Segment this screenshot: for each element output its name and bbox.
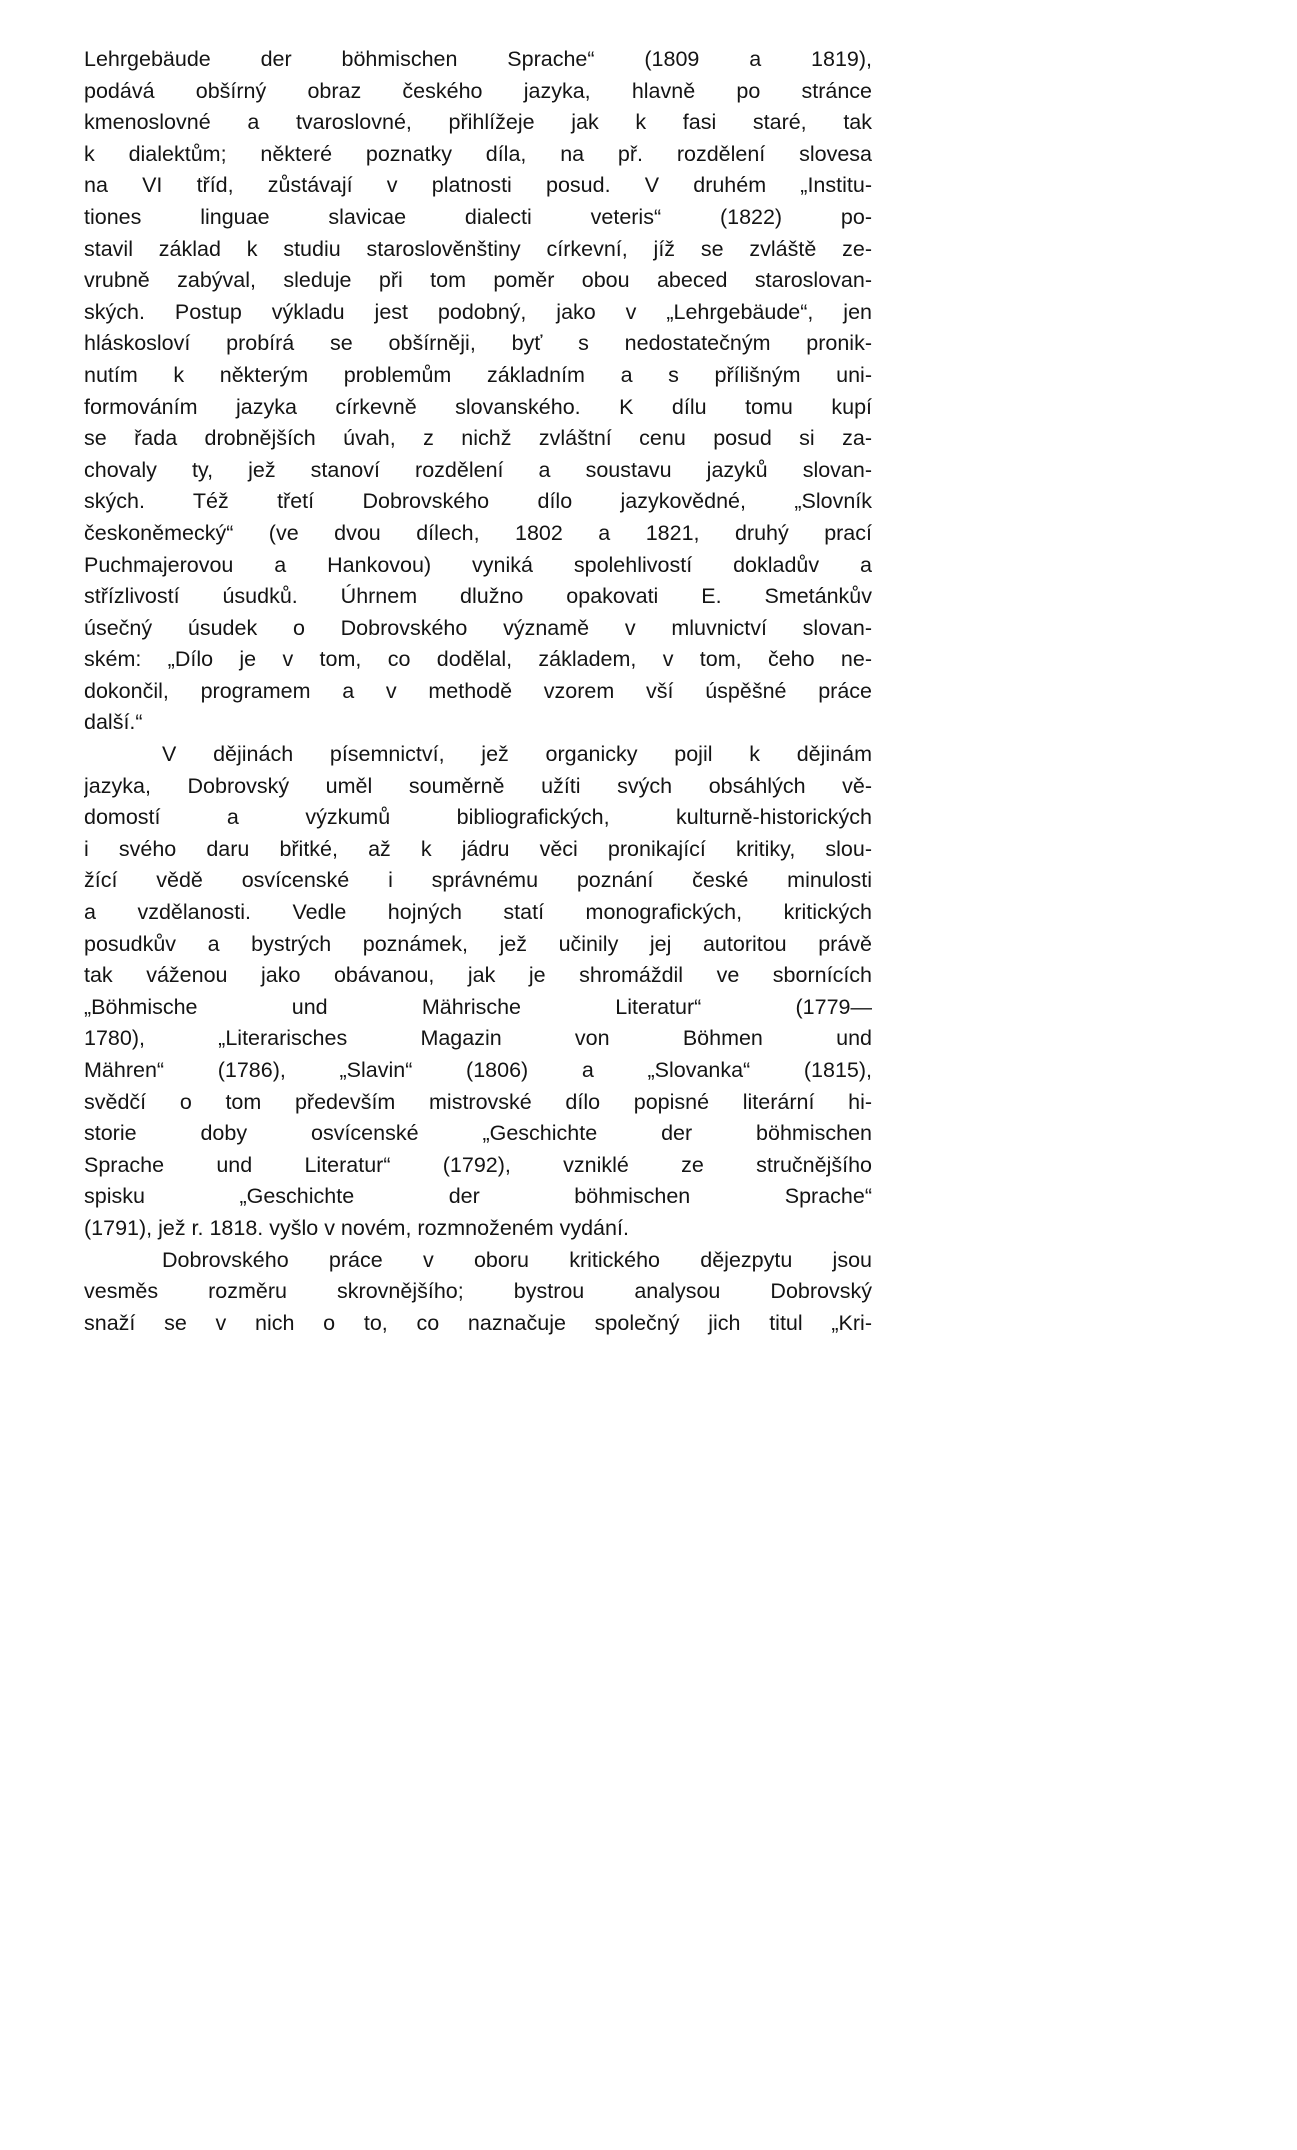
text-line: střízlivostí úsudků. Úhrnem dlužno opakovati E. Smetánkův: [84, 584, 872, 609]
text-line: (1791), jež r. 1818. vyšlo v novém, rozmnoženém vydání.: [84, 1215, 629, 1240]
text-line: úsečný úsudek o Dobrovského významě v mluvnictví slovan-: [84, 615, 872, 640]
text-line: nutím k některým problemům základním a s přílišným uni-: [84, 362, 872, 387]
text-line: Mähren“ (1786), „Slavin“ (1806) a „Slovanka“ (1815),: [84, 1058, 872, 1082]
text-line: českoněmecký“ (ve dvou dílech, 1802 a 1821, druhý prací: [84, 520, 872, 545]
text-line: posudkův a bystrých poznámek, jež učinily jej autoritou právě: [84, 931, 872, 956]
text-line: domostí a výzkumů bibliografických, kulturně-historických: [84, 805, 872, 830]
text-line: Puchmajerovou a Hankovou) vyniká spolehlivostí dokladův a: [84, 552, 872, 577]
text-line: stavil základ k studiu staroslověnštiny církevní, jíž se zvláště ze-: [84, 236, 872, 261]
text-line: „Böhmische und Mährische Literatur“ (1779—: [84, 994, 872, 1019]
text-line: hláskosloví probírá se obšírněji, byť s nedostatečným pronik-: [84, 331, 872, 356]
text-line: dokončil, programem a v methodě vzorem vší úspěšné práce: [84, 678, 872, 703]
text-line: tak váženou jako obávanou, jak je shromáždil ve sbornících: [84, 963, 872, 988]
text-line: k dialektům; některé poznatky díla, na př. rozdělení slovesa: [84, 141, 872, 166]
text-line: a vzdělanosti. Vedle hojných statí monografických, kritických: [84, 900, 872, 925]
text-line: žící vědě osvícenské i správnému poznání české minulosti: [84, 868, 872, 893]
text-line: ských. Postup výkladu jest podobný, jako v „Lehrgebäude“, jen: [84, 299, 872, 324]
text-line: storie doby osvícenské „Geschichte der böhmischen: [84, 1121, 872, 1146]
text-line: tiones linguae slavicae dialecti veteris“ (1822) po-: [84, 204, 872, 229]
text-line: spisku „Geschichte der böhmischen Sprache“: [84, 1184, 872, 1209]
text-line: Dobrovského práce v oboru kritického dějezpytu jsou: [162, 1247, 872, 1272]
text-line: V dějinách písemnictví, jež organicky pojil k dějinám: [162, 742, 872, 767]
text-line: vrubně zabýval, sleduje při tom poměr obou abeced staroslovan-: [84, 268, 872, 293]
text-line: ských. Též třetí Dobrovského dílo jazykovědné, „Slovník: [84, 489, 872, 514]
text-line: podává obšírný obraz českého jazyka, hlavně po stránce: [84, 78, 872, 103]
text-line: na VI tříd, zůstávají v platnosti posud. V druhém „Institu-: [84, 173, 872, 198]
text-line: Sprache und Literatur“ (1792), vzniklé ze stručnějšího: [84, 1152, 872, 1177]
text-line: chovaly ty, jež stanoví rozdělení a soustavu jazyků slovan-: [84, 457, 872, 482]
text-line: formováním jazyka církevně slovanského. K dílu tomu kupí: [84, 394, 872, 419]
text-line: svědčí o tom především mistrovské dílo popisné literární hi-: [84, 1089, 872, 1114]
text-line: 1780), „Literarisches Magazin von Böhmen und: [84, 1026, 872, 1051]
text-line: další.“: [84, 710, 143, 735]
text-line: snaží se v nich o to, co naznačuje společný jich titul „Kri-: [84, 1310, 872, 1335]
text-line: kmenoslovné a tvaroslovné, přihlížeje jak k fasi staré, tak: [84, 110, 872, 135]
text-line: i svého daru břitké, až k jádru věci pronikající kritiky, slou-: [84, 836, 872, 861]
paragraph: [84, 1245, 872, 1340]
book-page: [0, 0, 938, 1482]
text-line: jazyka, Dobrovský uměl souměrně užíti svých obsáhlých vě-: [84, 773, 872, 798]
text-line: Lehrgebäude der böhmischen Sprache“ (1809 a 1819),: [84, 47, 872, 71]
body-text: [84, 44, 872, 1339]
text-line: se řada drobnějších úvah, z nichž zvláštní cenu posud si za-: [84, 426, 872, 451]
text-line: vesměs rozměru skrovnějšího; bystrou analysou Dobrovský: [84, 1279, 872, 1304]
paragraph: [84, 44, 872, 739]
text-line: ském: „Dílo je v tom, co dodělal, základem, v tom, čeho ne-: [84, 647, 872, 672]
paragraph: [84, 739, 872, 1245]
